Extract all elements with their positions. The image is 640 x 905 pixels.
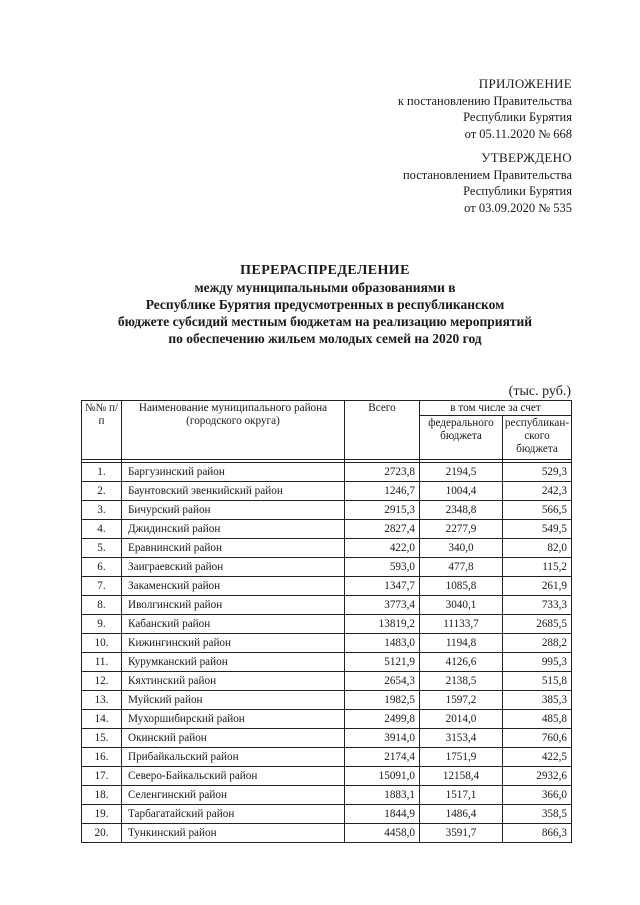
row-federal: 2348,8 bbox=[420, 501, 503, 520]
table-row bbox=[82, 767, 572, 786]
subsidy-table bbox=[81, 400, 572, 843]
row-district-name: Северо-Байкальский район bbox=[122, 767, 345, 786]
table-row bbox=[82, 805, 572, 824]
table-header-row bbox=[82, 401, 572, 416]
title-line-1: ПЕРЕРАСПРЕДЕЛЕНИЕ bbox=[240, 263, 410, 278]
row-federal: 1004,4 bbox=[420, 482, 503, 501]
row-number: 4. bbox=[82, 520, 122, 539]
header-name: Наименование муниципального района (городского округа) bbox=[122, 401, 345, 460]
row-district-name: Кабанский район bbox=[122, 615, 345, 634]
row-district-name: Еравнинский район bbox=[122, 539, 345, 558]
row-district-name: Мухоршибирский район bbox=[122, 710, 345, 729]
row-republic: 422,5 bbox=[503, 748, 572, 767]
row-total: 1883,1 bbox=[345, 786, 420, 805]
row-federal: 3591,7 bbox=[420, 824, 503, 843]
row-total: 422,0 bbox=[345, 539, 420, 558]
row-federal: 1486,4 bbox=[420, 805, 503, 824]
row-number: 8. bbox=[82, 596, 122, 615]
row-republic: 515,8 bbox=[503, 672, 572, 691]
row-republic: 82,0 bbox=[503, 539, 572, 558]
row-total: 13819,2 bbox=[345, 615, 420, 634]
row-number: 20. bbox=[82, 824, 122, 843]
title-line-3: Республике Бурятия предусмотренных в республиканском bbox=[145, 297, 505, 312]
row-total: 2827,4 bbox=[345, 520, 420, 539]
appendix-block bbox=[398, 76, 572, 142]
row-number: 14. bbox=[82, 710, 122, 729]
row-number: 3. bbox=[82, 501, 122, 520]
row-republic: 760,6 bbox=[503, 729, 572, 748]
row-republic: 529,3 bbox=[503, 463, 572, 482]
table-row bbox=[82, 824, 572, 843]
row-federal: 477,8 bbox=[420, 558, 503, 577]
row-number: 16. bbox=[82, 748, 122, 767]
row-number: 10. bbox=[82, 634, 122, 653]
row-federal: 4126,6 bbox=[420, 653, 503, 672]
row-district-name: Тункинский район bbox=[122, 824, 345, 843]
header-total: Всего bbox=[345, 401, 420, 460]
title-line-5: по обеспечению жильем молодых семей на 2020 год bbox=[168, 331, 482, 346]
title-line-4: бюджете субсидий местным бюджетам на реализацию мероприятий bbox=[117, 314, 533, 329]
row-number: 11. bbox=[82, 653, 122, 672]
row-total: 1844,9 bbox=[345, 805, 420, 824]
row-republic: 385,3 bbox=[503, 691, 572, 710]
approved-block bbox=[403, 150, 572, 216]
row-total: 2174,4 bbox=[345, 748, 420, 767]
row-number: 17. bbox=[82, 767, 122, 786]
table-row bbox=[82, 596, 572, 615]
row-district-name: Тарбагатайский район bbox=[122, 805, 345, 824]
table-row bbox=[82, 539, 572, 558]
header-num: №№ п/п bbox=[82, 401, 122, 460]
row-total: 2499,8 bbox=[345, 710, 420, 729]
row-republic: 261,9 bbox=[503, 577, 572, 596]
table-body bbox=[82, 463, 572, 843]
appendix-line-2: Республики Бурятия bbox=[463, 110, 572, 124]
row-district-name: Кяхтинский район bbox=[122, 672, 345, 691]
row-number: 15. bbox=[82, 729, 122, 748]
row-republic: 288,2 bbox=[503, 634, 572, 653]
row-republic: 2932,6 bbox=[503, 767, 572, 786]
row-number: 5. bbox=[82, 539, 122, 558]
row-total: 4458,0 bbox=[345, 824, 420, 843]
approved-heading: УТВЕРЖДЕНО bbox=[481, 150, 572, 165]
row-federal: 3040,1 bbox=[420, 596, 503, 615]
document-title bbox=[60, 262, 590, 347]
row-district-name: Прибайкальский район bbox=[122, 748, 345, 767]
row-total: 1246,7 bbox=[345, 482, 420, 501]
row-federal: 2014,0 bbox=[420, 710, 503, 729]
row-federal: 1194,8 bbox=[420, 634, 503, 653]
row-republic: 995,3 bbox=[503, 653, 572, 672]
table-row bbox=[82, 710, 572, 729]
row-district-name: Закаменский район bbox=[122, 577, 345, 596]
row-number: 6. bbox=[82, 558, 122, 577]
row-total: 1347,7 bbox=[345, 577, 420, 596]
approved-line-3: от 03.09.2020 № 535 bbox=[464, 200, 572, 215]
approved-line-2: Республики Бурятия bbox=[463, 184, 572, 198]
row-federal: 2138,5 bbox=[420, 672, 503, 691]
row-federal: 340,0 bbox=[420, 539, 503, 558]
title-line-2: между муниципальными образованиями в bbox=[194, 280, 456, 295]
row-federal: 2277,9 bbox=[420, 520, 503, 539]
approved-line-1: постановлением Правительства bbox=[402, 167, 572, 182]
table-row bbox=[82, 729, 572, 748]
row-republic: 549,5 bbox=[503, 520, 572, 539]
table-row bbox=[82, 482, 572, 501]
row-total: 15091,0 bbox=[345, 767, 420, 786]
table-row bbox=[82, 615, 572, 634]
row-federal: 1085,8 bbox=[420, 577, 503, 596]
row-federal: 3153,4 bbox=[420, 729, 503, 748]
appendix-line-1: к постановлению Правительства bbox=[397, 93, 572, 108]
row-total: 593,0 bbox=[345, 558, 420, 577]
units-label: (тыс. руб.) bbox=[508, 384, 571, 399]
row-number: 2. bbox=[82, 482, 122, 501]
row-federal: 1597,2 bbox=[420, 691, 503, 710]
row-total: 2723,8 bbox=[345, 463, 420, 482]
row-district-name: Кижингинский район bbox=[122, 634, 345, 653]
row-total: 1982,5 bbox=[345, 691, 420, 710]
row-total: 2915,3 bbox=[345, 501, 420, 520]
header-federal: федерального бюджета bbox=[420, 416, 503, 460]
table-row bbox=[82, 691, 572, 710]
row-district-name: Баргузинский район bbox=[122, 463, 345, 482]
row-district-name: Бичурский район bbox=[122, 501, 345, 520]
row-district-name: Муйский район bbox=[122, 691, 345, 710]
row-republic: 866,3 bbox=[503, 824, 572, 843]
row-republic: 358,5 bbox=[503, 805, 572, 824]
row-number: 9. bbox=[82, 615, 122, 634]
row-district-name: Курумканский район bbox=[122, 653, 345, 672]
row-federal: 1517,1 bbox=[420, 786, 503, 805]
table-row bbox=[82, 501, 572, 520]
row-total: 3773,4 bbox=[345, 596, 420, 615]
row-number: 13. bbox=[82, 691, 122, 710]
row-district-name: Селенгинский район bbox=[122, 786, 345, 805]
row-republic: 2685,5 bbox=[503, 615, 572, 634]
row-republic: 485,8 bbox=[503, 710, 572, 729]
table-row bbox=[82, 577, 572, 596]
row-republic: 242,3 bbox=[503, 482, 572, 501]
appendix-heading: ПРИЛОЖЕНИЕ bbox=[478, 76, 572, 91]
table-row bbox=[82, 786, 572, 805]
row-district-name: Окинский район bbox=[122, 729, 345, 748]
row-number: 1. bbox=[82, 463, 122, 482]
row-republic: 566,5 bbox=[503, 501, 572, 520]
row-federal: 2194,5 bbox=[420, 463, 503, 482]
row-district-name: Баунтовский эвенкийский район bbox=[122, 482, 345, 501]
row-federal: 11133,7 bbox=[420, 615, 503, 634]
row-district-name: Джидинский район bbox=[122, 520, 345, 539]
row-republic: 115,2 bbox=[503, 558, 572, 577]
table-row bbox=[82, 520, 572, 539]
appendix-line-3: от 05.11.2020 № 668 bbox=[464, 126, 572, 141]
table-row bbox=[82, 653, 572, 672]
row-district-name: Иволгинский район bbox=[122, 596, 345, 615]
row-republic: 733,3 bbox=[503, 596, 572, 615]
row-total: 2654,3 bbox=[345, 672, 420, 691]
row-district-name: Заиграевский район bbox=[122, 558, 345, 577]
table-row bbox=[82, 558, 572, 577]
header-including: в том числе за счет bbox=[420, 401, 572, 416]
row-republic: 366,0 bbox=[503, 786, 572, 805]
table-row bbox=[82, 672, 572, 691]
row-federal: 12158,4 bbox=[420, 767, 503, 786]
row-number: 18. bbox=[82, 786, 122, 805]
table-row bbox=[82, 634, 572, 653]
row-number: 12. bbox=[82, 672, 122, 691]
table-row bbox=[82, 748, 572, 767]
row-total: 5121,9 bbox=[345, 653, 420, 672]
row-total: 3914,0 bbox=[345, 729, 420, 748]
header-republic: республикан-ского бюджета bbox=[503, 416, 572, 460]
row-total: 1483,0 bbox=[345, 634, 420, 653]
table-row bbox=[82, 463, 572, 482]
row-number: 19. bbox=[82, 805, 122, 824]
row-federal: 1751,9 bbox=[420, 748, 503, 767]
row-number: 7. bbox=[82, 577, 122, 596]
